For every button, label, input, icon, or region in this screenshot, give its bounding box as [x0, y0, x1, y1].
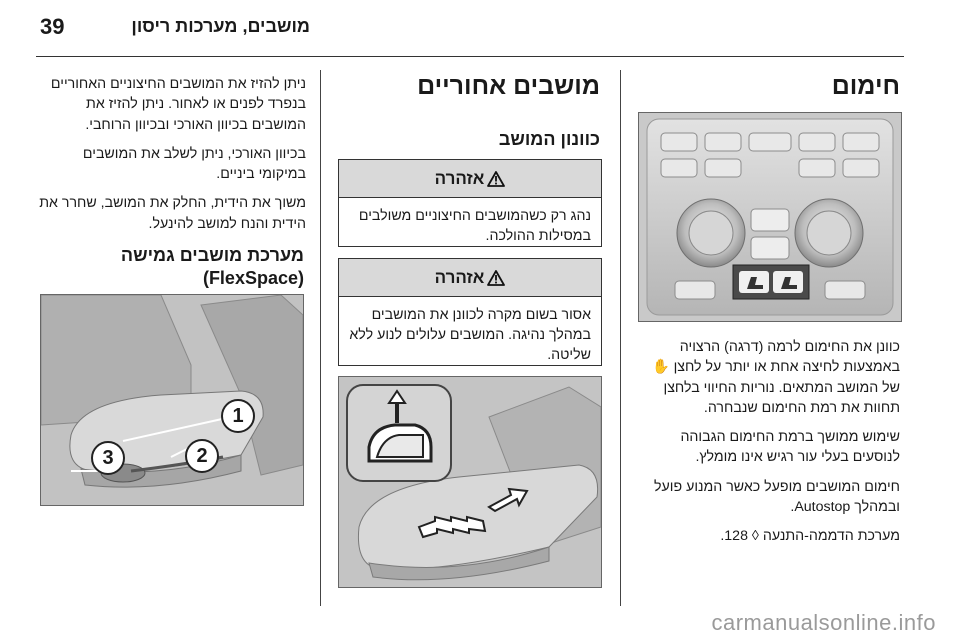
warning-header: [339, 259, 601, 297]
page-number: 39: [40, 14, 65, 39]
warning-triangle-icon: [487, 270, 505, 286]
rear-seat-text: [36, 74, 306, 243]
rear-seat-paragraph: בכיוון האורכי, ניתן לשלב את המושבים במיקומי ביניים.: [82, 145, 306, 183]
heating-controls-figure: [638, 112, 902, 322]
heating-paragraph: כוונן את החימום לרמה (דרגה) הרצויה באמצעות לחיצה אחת או יותר על לחצן ✋ של המושב המתאים. נוריות החיווי בלחצן תחוות את רמת החימום שנבחרה.: [651, 339, 900, 416]
seat-slide-illustration: [339, 377, 601, 587]
warning-triangle-icon: [487, 171, 505, 187]
rear-seat-paragraph: משוך את הידית, החלק את המושב, שחרר את הידית והנח למושב להינעל.: [39, 195, 306, 232]
callout-2: 2: [185, 439, 219, 473]
heating-paragraph: שימוש ממושך ברמת החימום הגבוהה לנוסעים בעלי עור רגיש אינו מומלץ.: [680, 429, 900, 466]
callout-3: 3: [91, 441, 125, 475]
flexspace-figure: [40, 294, 304, 506]
warning-box-2: [338, 258, 602, 366]
page-header-title: מושבים, מערכות ריסון: [131, 16, 310, 36]
rear-seat-paragraph: ניתן להזיז את המושבים החיצוניים האחוריים בנפרד לפנים או לאחור. ניתן להזיז את המושבים בכיוון האורכי ובכיוון הרוחבי.: [50, 76, 306, 133]
warning-text: אסור בשום מקרה לכוונן את המושבים במהלך נהיגה. המושבים עלולים לנוע ללא שליטה.: [349, 307, 591, 363]
seat-slide-figure: [338, 376, 602, 588]
watermark: carmanualsonline.info: [711, 610, 936, 635]
heating-heading: חימום: [831, 72, 900, 100]
flexspace-seat-illustration: [41, 295, 303, 505]
warning-text: נהג רק כשהמושבים החיצוניים משולבים במסילות ההולכה.: [358, 208, 591, 244]
heating-cross-reference: מערכת הדממה-התנעה ◊ 128.: [720, 528, 900, 545]
center-console-illustration: [639, 113, 901, 321]
warning-title: אזהרה: [434, 168, 485, 188]
warning-header: [339, 160, 601, 198]
warning-title: אזהרה: [434, 267, 485, 287]
callout-1: 1: [221, 399, 255, 433]
rear-seats-heading: מושבים אחוריים: [417, 72, 600, 100]
heating-paragraph: חימום המושבים מופעל כאשר המנוע פועל ובמהלך Autostop.: [654, 478, 900, 516]
heating-text: [636, 337, 900, 556]
column-divider-right: [620, 70, 621, 606]
header-rule: [36, 56, 904, 57]
column-divider-left: [320, 70, 321, 606]
seat-adjustment-subheading: כוונון המושב: [498, 129, 600, 149]
flexspace-subheading: מערכת מושבים גמישה (FlexSpace): [120, 245, 304, 288]
warning-box-1: [338, 159, 602, 247]
